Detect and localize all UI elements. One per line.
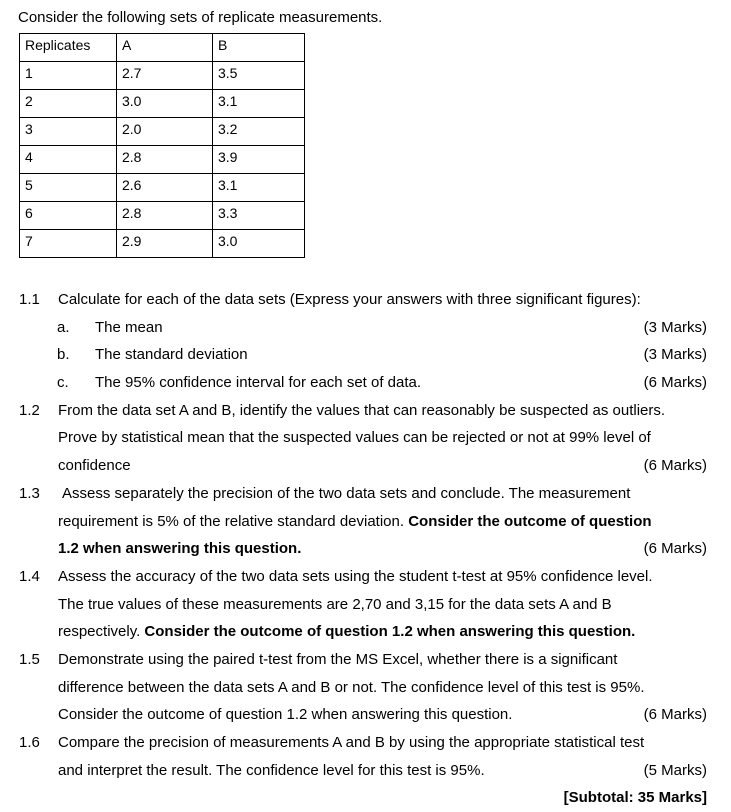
cell-a: 2.8 — [117, 202, 213, 230]
subquestion-text: The 95% confidence interval for each set of data. — [95, 374, 422, 392]
question-number: 1.2 — [19, 401, 40, 419]
question-number: 1.1 — [19, 291, 40, 308]
question-text-bold: 1.2 when answering this question. — [58, 540, 302, 558]
question-text-bold: Consider the outcome of question 1.2 when answering this question. — [144, 623, 636, 641]
question-number: 1.6 — [19, 734, 40, 751]
replicates-table — [19, 33, 305, 258]
question-1-5 — [0, 646, 731, 674]
cell-b: 3.9 — [213, 146, 305, 174]
question-text: Demonstrate using the paired t-test from the MS Excel, whether there is a significant — [58, 650, 618, 668]
cell-a: 2.0 — [117, 118, 213, 146]
cell-a: 2.9 — [117, 230, 213, 258]
marks-label: (6 Marks) — [643, 540, 707, 558]
question-number: 1.5 — [19, 650, 40, 668]
question-1-5-cont — [0, 674, 731, 702]
question-1-3 — [0, 480, 731, 508]
question-text: confidence — [58, 457, 131, 475]
table-header-row — [20, 34, 305, 62]
subquestion-label: b. — [57, 346, 70, 364]
question-text: Consider the outcome of question 1.2 when answering this question. — [58, 706, 513, 724]
question-text: The true values of these measurements are 2,70 and 3,15 for the data sets A and B — [58, 595, 612, 613]
cell-a: 2.8 — [117, 146, 213, 174]
subquestion-c — [0, 369, 731, 397]
table-row — [20, 146, 305, 174]
question-text: Assess separately the precision of the two data sets and conclude. The measurement — [62, 484, 631, 502]
marks-label: (6 Marks) — [643, 457, 707, 475]
subquestion-text: The standard deviation — [95, 346, 248, 364]
cell-a: 3.0 — [117, 90, 213, 118]
question-text: and interpret the result. The confidence level for this test is 95%. — [58, 761, 485, 779]
header-replicates: Replicates — [20, 34, 117, 62]
question-text — [58, 508, 652, 536]
header-b: B — [213, 34, 305, 62]
subquestion-a — [0, 314, 731, 342]
question-1-4-cont — [0, 618, 731, 646]
subtotal-label: [Subtotal: 35 Marks] — [563, 789, 707, 807]
question-1-4-cont — [0, 591, 731, 619]
intro-text: Consider the following sets of replicate measurements. — [18, 9, 383, 26]
cell-b: 3.3 — [213, 202, 305, 230]
question-1-1 — [0, 286, 731, 314]
question-1-6-cont — [0, 757, 731, 785]
question-1-2 — [0, 397, 731, 425]
cell-replicate: 5 — [20, 174, 117, 202]
question-text: From the data set A and B, identify the values that can reasonably be suspected as outliers. — [58, 401, 666, 419]
question-text-plain: respectively. — [58, 623, 145, 641]
cell-b: 3.1 — [213, 174, 305, 202]
subquestion-label: c. — [57, 374, 69, 392]
cell-replicate: 2 — [20, 90, 117, 118]
question-1-2-cont — [0, 424, 731, 452]
cell-b: 3.0 — [213, 230, 305, 258]
marks-label: (3 Marks) — [643, 318, 707, 336]
marks-label: (3 Marks) — [643, 346, 707, 364]
question-1-3-cont — [0, 535, 731, 563]
cell-replicate: 6 — [20, 202, 117, 230]
cell-replicate: 7 — [20, 230, 117, 258]
cell-b: 3.2 — [213, 118, 305, 146]
table-row — [20, 202, 305, 230]
cell-replicate: 4 — [20, 146, 117, 174]
subquestion-label: a. — [57, 318, 70, 336]
question-text — [58, 618, 635, 646]
subquestion-b — [0, 341, 731, 369]
question-1-5-cont — [0, 701, 731, 729]
question-text: Compare the precision of measurements A and B by using the appropriate statistical test — [58, 734, 645, 751]
question-text-plain: requirement is 5% of the relative standard deviation. — [58, 512, 409, 530]
questions-section — [0, 286, 731, 812]
question-text: difference between the data sets A and B or not. The confidence level of this test is 95%. — [58, 678, 645, 696]
question-text: Prove by statistical mean that the suspected values can be rejected or not at 99% level of — [58, 429, 651, 447]
question-1-4 — [0, 563, 731, 591]
question-number: 1.4 — [19, 567, 40, 585]
marks-label: (6 Marks) — [643, 374, 707, 392]
cell-a: 2.6 — [117, 174, 213, 202]
question-text: Assess the accuracy of the two data sets using the student t-test at 95% confidence level. — [58, 567, 653, 585]
cell-replicate: 1 — [20, 62, 117, 90]
cell-b: 3.5 — [213, 62, 305, 90]
marks-label: (6 Marks) — [643, 706, 707, 724]
subtotal-line — [0, 784, 731, 812]
table-row — [20, 90, 305, 118]
marks-label: (5 Marks) — [643, 761, 707, 779]
table-row — [20, 62, 305, 90]
question-1-2-cont — [0, 452, 731, 480]
table-row — [20, 174, 305, 202]
cell-a: 2.7 — [117, 62, 213, 90]
header-a: A — [117, 34, 213, 62]
question-1-6 — [0, 729, 731, 757]
question-number: 1.3 — [19, 484, 40, 502]
table-row — [20, 230, 305, 258]
question-text-bold: Consider the outcome of question — [408, 512, 652, 530]
cell-b: 3.1 — [213, 90, 305, 118]
question-1-3-cont — [0, 508, 731, 536]
cell-replicate: 3 — [20, 118, 117, 146]
question-text: Calculate for each of the data sets (Express your answers with three significant figures): — [58, 291, 641, 308]
subquestion-text: The mean — [95, 318, 163, 336]
table-row — [20, 118, 305, 146]
